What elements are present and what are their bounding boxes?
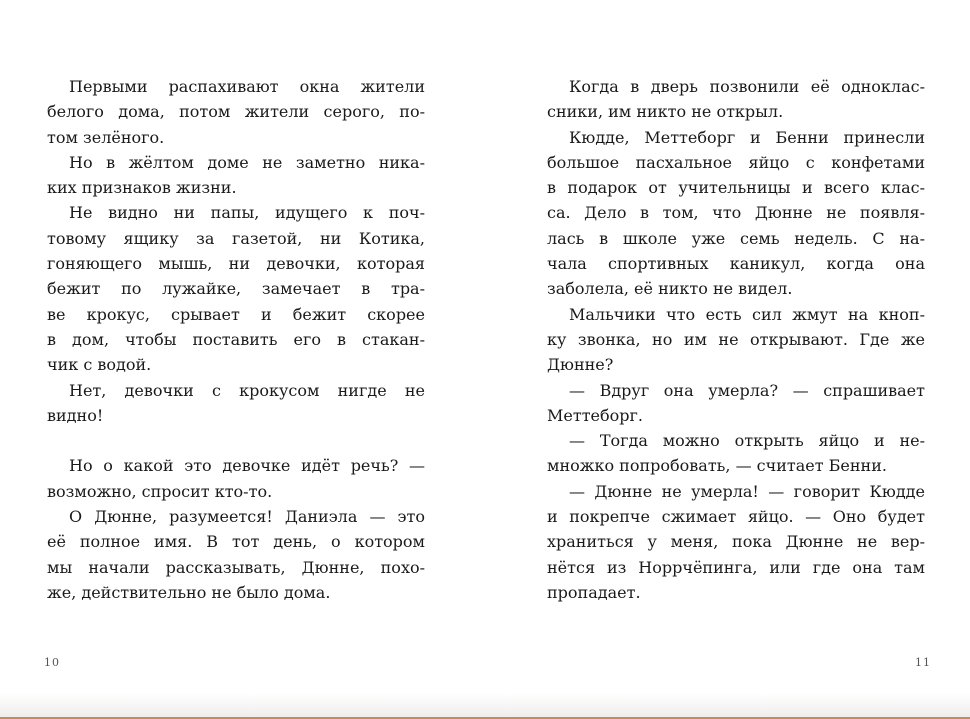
text-line: лась в школе уже семь недель. С на- [547, 228, 925, 248]
text-line: видно! [47, 405, 104, 425]
text-line: чала спортивных каникул, когда она [547, 254, 925, 274]
text-line: ве крокус, срывает и бежит скорее [47, 304, 425, 324]
text-line: товому ящику за газетой, ни Котика, [47, 228, 425, 248]
text-line: Но в жёлтом доме не заметно ника- [69, 152, 425, 172]
left-text-column [47, 74, 425, 605]
page-number-left: 10 [44, 656, 60, 669]
text-line: большое пасхальное яйцо с конфетами [547, 152, 925, 172]
page-number-right: 11 [915, 656, 931, 669]
text-line: Меттеборг. [547, 405, 643, 425]
text-line: ких признаков жизни. [47, 178, 237, 198]
right-text-column [547, 74, 925, 605]
text-line: Но о какой это девочке идёт речь? — [69, 456, 425, 476]
text-line: — Тогда можно открыть яйцо и не- [569, 431, 925, 451]
text-line: храниться у меня, пока Дюнне не вер- [547, 532, 925, 552]
text-line: возможно, спросит кто-то. [47, 481, 273, 501]
text-line: ку звонка, но им не открывают. Где же [547, 329, 925, 349]
text-line: Нет, девочки с крокусом нигде не [69, 380, 425, 400]
right-page [485, 0, 970, 719]
text-line: нётся из Норрчёпинга, или где она там [547, 557, 925, 577]
text-line: чик с водой. [47, 355, 152, 375]
text-line: Первыми распахивают окна жители [69, 77, 425, 96]
text-line: О Дюнне, разумеется! Даниэла — это [69, 507, 425, 527]
text-line: Кюдде, Меттеборг и Бенни принесли [569, 127, 925, 147]
text-line: мы начали рассказывать, Дюнне, похо- [47, 557, 425, 577]
text-line: сники, им никто не открыл. [547, 102, 784, 122]
text-line: Когда в дверь позвонили её одноклас- [569, 77, 925, 96]
text-line: её полное имя. В тот день, о котором [47, 532, 425, 552]
blank-line [47, 428, 425, 453]
text-line: пропадает. [547, 582, 641, 602]
text-line: заболела, её никто не видел. [547, 279, 793, 299]
text-line: Мальчики что есть сил жмут на кноп- [569, 304, 925, 324]
text-line: же, действительно не было дома. [47, 582, 331, 602]
text-line: множко попробовать, — считает Бенни. [547, 456, 887, 476]
page-bottom-shadow [0, 693, 970, 717]
text-line: в подарок от учительницы и всего клас- [547, 178, 925, 198]
text-line: в дом, чтобы поставить его в стакан- [47, 329, 425, 349]
text-line: Дюнне? [547, 355, 614, 375]
text-line: гоняющего мышь, ни девочки, которая [47, 254, 425, 274]
text-line: са. Дело в том, что Дюнне не появля- [547, 203, 925, 223]
text-line: бежит по лужайке, замечает в тра- [47, 279, 425, 299]
text-line: и покрепче сжимает яйцо. — Оно будет [547, 507, 925, 527]
text-line: — Дюнне не умерла! — говорит Кюдде [569, 481, 925, 501]
text-line: Не видно ни папы, идущего к поч- [69, 203, 425, 223]
text-line: белого дома, потом жители серого, по- [47, 102, 425, 122]
text-line: — Вдруг она умерла? — спрашивает [569, 380, 925, 400]
text-line: том зелёного. [47, 127, 165, 147]
